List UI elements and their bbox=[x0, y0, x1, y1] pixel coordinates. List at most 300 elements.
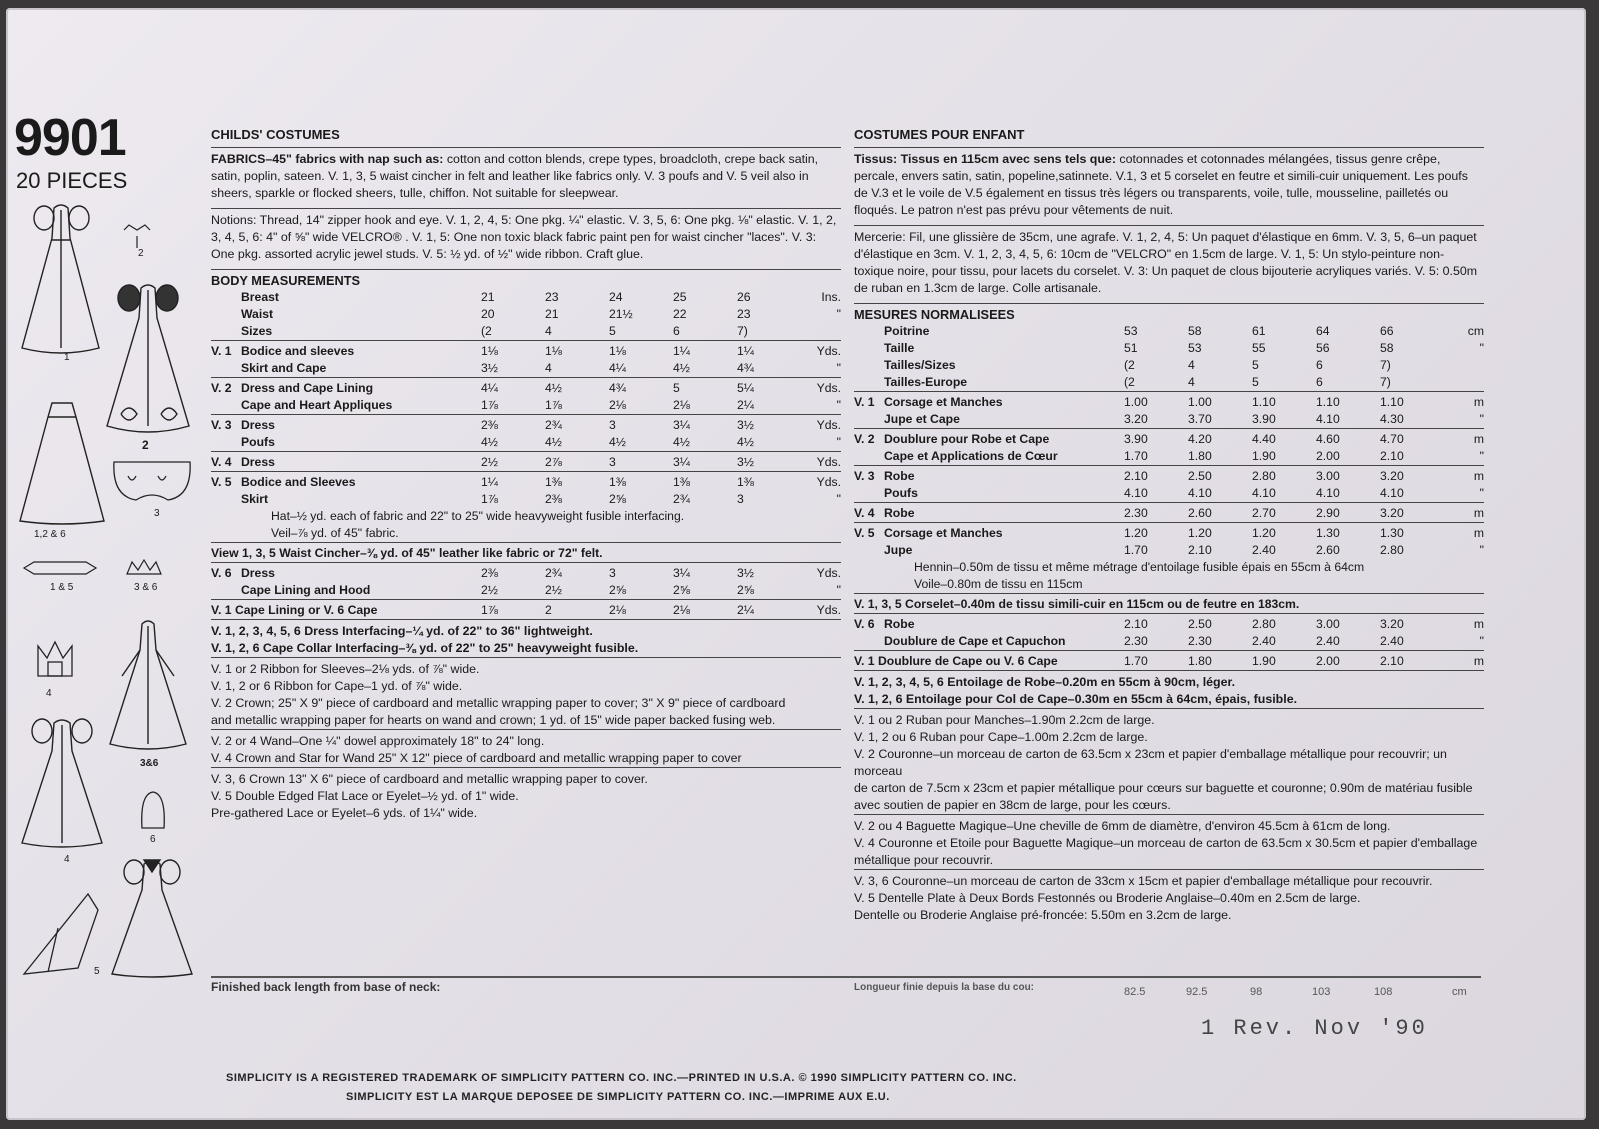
table-cell: 2⅜ bbox=[481, 415, 545, 435]
table-cell: 5 bbox=[609, 324, 616, 338]
table-cell: 4.30 bbox=[1380, 412, 1404, 426]
table-cell: 1¼ bbox=[737, 341, 801, 361]
table-cell: 1.80 bbox=[1188, 651, 1252, 671]
table-cell: (2 bbox=[481, 324, 492, 338]
table-cell: Jupe et Cape bbox=[884, 412, 960, 426]
table-cell: 3¼ bbox=[673, 452, 737, 472]
figure-label: 2 bbox=[138, 248, 144, 259]
table-cell: 53 bbox=[1124, 324, 1138, 338]
figure-label: 6 bbox=[150, 834, 156, 845]
table-cell bbox=[211, 306, 241, 323]
table-cell: 2.40 bbox=[1380, 634, 1404, 648]
table-cell: 1.10 bbox=[1316, 392, 1380, 412]
table-cell: V. 2 bbox=[211, 378, 241, 398]
figure-label: 3 bbox=[154, 508, 160, 519]
note-line: Dentelle ou Broderie Anglaise pré-froncée: 5.50m en 3.2cm de large. bbox=[854, 908, 1232, 922]
table-cell: 2⅝ bbox=[737, 583, 754, 597]
table-row bbox=[211, 360, 841, 378]
table-row bbox=[211, 378, 841, 398]
gown-view-3-illustration bbox=[102, 616, 194, 756]
table-cell: m bbox=[1444, 614, 1484, 634]
table-row bbox=[211, 563, 841, 583]
table-cell: 7) bbox=[1380, 375, 1391, 389]
table-cell: 4.10 bbox=[1252, 486, 1276, 500]
note-line: V. 1 or 2 Ribbon for Sleeves–2⅛ yds. of ⅞" wide. bbox=[211, 662, 480, 676]
table-cell: 2¾ bbox=[545, 563, 609, 583]
crown-illustration bbox=[34, 636, 76, 684]
table-cell: Robe bbox=[884, 614, 1124, 634]
table-cell: 4 bbox=[545, 324, 552, 338]
table-cell bbox=[211, 360, 241, 378]
table-cell: 58 bbox=[1380, 341, 1394, 355]
table-cell: 4 bbox=[545, 361, 552, 375]
table-cell: 53 bbox=[1188, 341, 1202, 355]
cincher-line: View 1, 3, 5 Waist Cincher–⅜ yd. of 45" leather like fabric or 72" felt. bbox=[211, 543, 841, 563]
table-cell: 3.20 bbox=[1380, 503, 1444, 523]
table-cell: " bbox=[836, 361, 841, 375]
couronne-dentelle-notes bbox=[854, 869, 1484, 924]
table-cell: 2.50 bbox=[1188, 614, 1252, 634]
mesures-normalisees: MESURES NORMALISEES Poitrine 53 58 61 64 66 cm Taille 51 53 55 56 58 " Tailles/Sizes (2 4 5 6 7) Tailles-Europe (2 4 5 6 7) V. 1 Corsage et Manches 1.00 1.00 1.10 1.10 1.10 m Jupe et Cape 3.20 3.70 3.90 4.10 4.30 " V. 2 Doublure pour Robe et Cape 3.90 4.20 4.40 4.60 4.70 m Cape et Applications de Cœur 1.70 1.80 1.90 2.00 2.10 " V. 3 Robe 2.10 2.50 2.80 3.00 3.20 m Poufs 4.10 4.10 4.10 4.10 4.10 " V. 4 Robe 2.30 2.60 2.70 2.90 3.20 m V. 5 Corsage et Manches 1.20 1.20 1.20 1.30 1.30 m Jupe 1.70 2.10 2.40 2.60 2.80 " Hennin–0.50m de tissu et même métrage d'entoilage fusible épais en 55cm à 64cm Voile–0.80m de tissu en 115cm V. 1, 3, 5 Corselet–0.40m de tissu simili-cuir en 115cm ou de feutre en 183cm. V. 6 Robe 2.10 2.50 2.80 3.00 3.20 m Doublure de Cape et Capuchon 2.30 2.30 2.40 2.40 2.40 " V. 1 Doublure de Cape ou V. 6 Cape 1.70 1.80 1.90 2.00 2.10 m bbox=[854, 303, 1484, 670]
table-cell: 21½ bbox=[609, 307, 633, 321]
ruban-couronne-notes bbox=[854, 708, 1484, 814]
table-cell: 1⅛ bbox=[609, 341, 673, 361]
table-cell: 2⅛ bbox=[609, 398, 626, 412]
table-cell: Cape et Applications de Cœur bbox=[884, 449, 1058, 463]
table-cell: 2.30 bbox=[1124, 503, 1188, 523]
table-cell: 6 bbox=[1316, 375, 1323, 389]
table-cell: Sizes bbox=[241, 324, 273, 338]
table-cell: Waist bbox=[241, 307, 274, 321]
table-cell: 2.70 bbox=[1252, 503, 1316, 523]
table-cell: 4.70 bbox=[1380, 429, 1444, 449]
note-line: V. 4 Couronne et Etoile pour Baguette Magique–un morceau de carton de 63.5cm x 30.5cm et papier d'emballage bbox=[854, 836, 1478, 850]
table-cell: 21 bbox=[481, 290, 495, 304]
interfacing-notes bbox=[211, 619, 841, 657]
table-cell bbox=[854, 374, 884, 392]
table-cell: 4.10 bbox=[1316, 486, 1340, 500]
table-cell: " bbox=[1479, 341, 1484, 355]
table-row bbox=[854, 448, 1484, 466]
table-row bbox=[854, 374, 1484, 392]
table-cell: Bodice and Sleeves bbox=[241, 472, 481, 492]
table-cell: (2 bbox=[1124, 358, 1135, 372]
table-cell: 1.00 bbox=[1124, 392, 1188, 412]
table-row bbox=[854, 559, 1484, 576]
cape-illustration bbox=[16, 393, 108, 528]
table-cell: Yds. bbox=[801, 341, 841, 361]
note-line: V. 4 Crown and Star for Wand 25" X 12" piece of cardboard and metallic wrapping paper to cover bbox=[211, 751, 742, 765]
table-cell: 61 bbox=[1252, 324, 1266, 338]
table-cell: 1⅛ bbox=[481, 341, 545, 361]
table-cell: " bbox=[836, 398, 841, 412]
table-cell: Yds. bbox=[801, 472, 841, 492]
table-cell: 4.10 bbox=[1380, 486, 1404, 500]
table-cell: 1⅞ bbox=[481, 398, 498, 412]
table-row bbox=[211, 508, 841, 525]
table-cell bbox=[801, 323, 841, 341]
table-row bbox=[211, 582, 841, 600]
table-cell bbox=[854, 576, 884, 594]
table-cell: 5¼ bbox=[737, 378, 801, 398]
table-cell: 1⅜ bbox=[609, 472, 673, 492]
mercerie-paragraph: Mercerie: Fil, une glissière de 35cm, une agrafe. V. 1, 2, 4, 5: Un paquet d'élastique en 6mm. V. 3, 5, 6–un paquet d'élastique en 3cm. V. 1, 2, 3, 4, 5, 6: 10cm de "VELCRO" en 1.5cm de large. V. 1, 5: Un stylo-peinture non-toxique noire, pour tissu, pour lacets du corselet. V. 3: Un paquet de clous bijouterie acryliques variés. V. 5: 0.50m de ruban en 1.3cm de large. Colle artisanale. bbox=[854, 225, 1484, 303]
table-cell: Doublure pour Robe et Cape bbox=[884, 429, 1124, 449]
table-cell: 3 bbox=[609, 563, 673, 583]
table-row bbox=[854, 633, 1484, 651]
table-cell: V. 6 bbox=[211, 563, 241, 583]
table-cell: 3½ bbox=[737, 452, 801, 472]
table-cell: 2.80 bbox=[1380, 543, 1404, 557]
table-cell: 20 bbox=[481, 307, 495, 321]
note-line: V. 3, 6 Couronne–un morceau de carton de 33cm x 15cm et papier d'emballage métallique pour recouvrir. bbox=[854, 874, 1433, 888]
table-cell: 4 bbox=[1188, 358, 1195, 372]
table-row bbox=[854, 466, 1484, 486]
table-row bbox=[211, 472, 841, 492]
table-cell: 2⅝ bbox=[609, 492, 626, 506]
entoilage-notes bbox=[854, 670, 1484, 708]
table-cell: 2.10 bbox=[1380, 651, 1444, 671]
table-row bbox=[854, 485, 1484, 503]
table-cell: Dress bbox=[241, 415, 481, 435]
table-row bbox=[854, 323, 1484, 340]
table-row bbox=[854, 542, 1484, 559]
hood-illustration bbox=[138, 788, 168, 832]
table-cell: 4¼ bbox=[609, 361, 626, 375]
table-cell: 5 bbox=[1252, 375, 1259, 389]
note-line: V. 1, 2, 6 Entoilage pour Col de Cape–0.30m en 55cm à 64cm, épais, fusible. bbox=[854, 692, 1298, 706]
table-cell bbox=[854, 323, 884, 340]
table-row bbox=[211, 525, 841, 543]
table-cell: 2.10 bbox=[1188, 543, 1212, 557]
table-cell: 3½ bbox=[737, 563, 801, 583]
table-cell: 1.70 bbox=[1124, 543, 1148, 557]
table-cell: 64 bbox=[1316, 324, 1330, 338]
note-line: V. 5 Double Edged Flat Lace or Eyelet–½ yd. of 1" wide. bbox=[211, 789, 519, 803]
piece-count: 20 PIECES bbox=[16, 168, 128, 193]
french-instructions bbox=[854, 126, 1484, 924]
ribbon-crown-notes bbox=[211, 657, 841, 729]
table-row bbox=[211, 415, 841, 435]
table-cell bbox=[854, 559, 884, 576]
table-cell: " bbox=[1479, 543, 1484, 557]
table-cell: 3.90 bbox=[1124, 429, 1188, 449]
table-cell: V. 1 bbox=[854, 392, 884, 412]
table-cell: 3½ bbox=[481, 361, 498, 375]
table-cell: 56 bbox=[1316, 341, 1330, 355]
table-cell bbox=[854, 633, 884, 651]
pattern-number: 9901 bbox=[14, 109, 126, 167]
metrage-table bbox=[854, 323, 1484, 670]
table-cell: m bbox=[1444, 651, 1484, 671]
table-cell: Robe bbox=[884, 466, 1124, 486]
table-cell: 1.30 bbox=[1380, 523, 1444, 543]
table-cell: 1⅜ bbox=[673, 472, 737, 492]
table-cell: Bodice and sleeves bbox=[241, 341, 481, 361]
table-cell: 3¼ bbox=[673, 415, 737, 435]
table-cell: 2½ bbox=[545, 583, 562, 597]
table-cell: 2 bbox=[545, 600, 609, 620]
notions-paragraph: Notions: Thread, 14" zipper hook and eye. V. 1, 2, 4, 5: One pkg. ¼" elastic. V. 3, 5, 6: One pkg. ⅛" elastic. V. 1, 2, 3, 4, 5, 6: 4" of ⅝" wide VELCRO® . V. 1, 5: One non toxic black fabric paint pen for waist cincher "laces". V. 3: One pkg. assorted acrylic jewel studs. V. 5: ½ yd. of ½" wide ribbon. Craft glue. bbox=[211, 208, 841, 269]
table-cell: " bbox=[1479, 449, 1484, 463]
table-cell: V. 5 bbox=[854, 523, 884, 543]
note-line: V. 2 Crown; 25" X 9" piece of cardboard and metallic wrapping paper to cover; 3" X 9" piece of cardboard bbox=[211, 696, 786, 710]
table-cell: 2.00 bbox=[1316, 449, 1340, 463]
cincher-line: V. 1, 3, 5 Corselet–0.40m de tissu simili-cuir en 115cm ou de feutre en 183cm. bbox=[854, 594, 1484, 614]
table-cell bbox=[854, 411, 884, 429]
table-cell: m bbox=[1444, 523, 1484, 543]
cape-row-label: V. 1 Cape Lining or V. 6 Cape bbox=[211, 600, 481, 620]
table-cell: V. 4 bbox=[211, 452, 241, 472]
gown-view-4-illustration bbox=[16, 713, 108, 853]
table-cell: 4¾ bbox=[737, 361, 754, 375]
revision-stamp: 1 Rev. Nov '90 bbox=[1201, 1016, 1428, 1041]
table-row bbox=[854, 576, 1484, 594]
table-cell: Tailles-Europe bbox=[884, 375, 968, 389]
table-cell: 4½ bbox=[737, 435, 754, 449]
poufs-illustration bbox=[108, 456, 196, 506]
table-row bbox=[854, 429, 1484, 449]
table-cell: 4¾ bbox=[609, 378, 673, 398]
table-row bbox=[854, 614, 1484, 634]
table-row bbox=[211, 289, 841, 306]
extra-yardage-line: Veil–⅞ yd. of 45" fabric. bbox=[271, 526, 399, 540]
note-line: V. 2 or 4 Wand–One ¼" dowel approximately 18" to 24" long. bbox=[211, 734, 545, 748]
table-row bbox=[854, 503, 1484, 523]
table-cell bbox=[1444, 357, 1484, 374]
table-cell: 1.70 bbox=[1124, 449, 1148, 463]
table-row bbox=[211, 491, 841, 508]
table-cell bbox=[211, 582, 241, 600]
table-cell: 3.20 bbox=[1380, 614, 1444, 634]
section-title: CHILDS' COSTUMES bbox=[211, 127, 340, 142]
table-cell: 4.20 bbox=[1188, 429, 1252, 449]
table-cell: 1⅞ bbox=[545, 398, 562, 412]
figure-label: 1 bbox=[64, 352, 70, 363]
longueur-value: 108 bbox=[1374, 986, 1393, 998]
table-cell: 2.40 bbox=[1252, 634, 1276, 648]
collar-piece-illustration bbox=[121, 222, 153, 256]
table-cell: Yds. bbox=[801, 563, 841, 583]
table-cell bbox=[854, 340, 884, 357]
table-cell: 4½ bbox=[609, 435, 626, 449]
figure-label: 1 & 5 bbox=[50, 582, 74, 593]
table-cell: Dress and Cape Lining bbox=[241, 378, 481, 398]
table-cell: Skirt bbox=[241, 492, 269, 506]
table-cell: Yds. bbox=[801, 378, 841, 398]
table-cell: 1.10 bbox=[1252, 392, 1316, 412]
table-cell: V. 1 bbox=[211, 341, 241, 361]
note-line: V. 2 ou 4 Baguette Magique–Une cheville de 6mm de diamètre, d'environ 45.5cm à 61cm de long. bbox=[854, 819, 1391, 833]
table-row bbox=[854, 340, 1484, 357]
table-cell: Cape and Heart Appliques bbox=[241, 398, 393, 412]
table-row bbox=[854, 357, 1484, 374]
table-cell: " bbox=[836, 307, 841, 321]
table-cell: cm bbox=[1467, 324, 1484, 338]
table-cell: 21 bbox=[545, 307, 559, 321]
table-cell: 5 bbox=[673, 378, 737, 398]
pattern-envelope bbox=[6, 8, 1586, 1120]
table-cell bbox=[854, 448, 884, 466]
table-cell bbox=[854, 357, 884, 374]
longueur-value: 98 bbox=[1250, 986, 1263, 998]
figure-label: 2 bbox=[142, 438, 149, 452]
table-row bbox=[211, 434, 841, 452]
table-cell: 2¼ bbox=[737, 398, 754, 412]
table-cell: 3¼ bbox=[673, 563, 737, 583]
table-cell: 1.20 bbox=[1252, 523, 1316, 543]
table-cell: 2.50 bbox=[1188, 466, 1252, 486]
table-cell: m bbox=[1444, 392, 1484, 412]
table-cell: V. 3 bbox=[211, 415, 241, 435]
table-cell: 1.10 bbox=[1380, 392, 1444, 412]
table-cell: 2.10 bbox=[1124, 466, 1188, 486]
table-cell: V. 5 bbox=[211, 472, 241, 492]
table-cell: 2.90 bbox=[1316, 503, 1380, 523]
copyright-english: SIMPLICITY IS A REGISTERED TRADEMARK OF SIMPLICITY PATTERN CO. INC.—PRINTED IN U.S.A. © 1990 SIMPLICITY PATTERN CO. INC. bbox=[226, 1072, 1017, 1084]
table-cell: " bbox=[1479, 634, 1484, 648]
table-row bbox=[211, 543, 841, 563]
table-row bbox=[854, 392, 1484, 412]
table-cell: Cape Lining and Hood bbox=[241, 583, 371, 597]
table-cell: 2.60 bbox=[1188, 503, 1252, 523]
table-cell bbox=[211, 289, 241, 306]
table-cell: 2⅝ bbox=[673, 583, 690, 597]
table-row bbox=[854, 523, 1484, 543]
table-cell: m bbox=[1444, 466, 1484, 486]
table-cell: Poufs bbox=[241, 435, 275, 449]
note-line: Pre-gathered Lace or Eyelet–6 yds. of 1¼" wide. bbox=[211, 806, 478, 820]
table-cell bbox=[854, 542, 884, 559]
table-row bbox=[211, 323, 841, 341]
table-cell: 1¼ bbox=[673, 341, 737, 361]
table-cell: 4½ bbox=[545, 378, 609, 398]
illustration-strip bbox=[6, 8, 201, 988]
waist-cincher-piece-illustration bbox=[20, 556, 100, 580]
table-cell: 1.90 bbox=[1252, 651, 1316, 671]
table-cell: " bbox=[1479, 412, 1484, 426]
table-cell: 2.40 bbox=[1252, 543, 1276, 557]
table-cell: 4.10 bbox=[1124, 486, 1148, 500]
gown-view-5-illustration bbox=[106, 856, 198, 980]
gown-view-1-illustration bbox=[14, 198, 109, 358]
extra-yardage-line: Voile–0.80m de tissu en 115cm bbox=[914, 577, 1083, 591]
section-title-fr: COSTUMES POUR ENFANT bbox=[854, 127, 1025, 142]
extra-yardage-line: Hennin–0.50m de tissu et même métrage d'entoilage fusible épais en 55cm à 64cm bbox=[914, 560, 1365, 574]
table-cell: 25 bbox=[673, 290, 687, 304]
table-cell: 1.80 bbox=[1188, 449, 1212, 463]
longueur-value: 82.5 bbox=[1124, 986, 1146, 998]
note-line: V. 2 Couronne–un morceau de carton de 63.5cm x 23cm et papier d'emballage métallique pour recouvrir; un morceau bbox=[854, 747, 1447, 778]
figure-label: 4 bbox=[64, 854, 70, 865]
cape-row-label: V. 1 Doublure de Cape ou V. 6 Cape bbox=[854, 651, 1124, 671]
table-cell: 2¾ bbox=[673, 492, 690, 506]
figure-label: 4 bbox=[46, 688, 52, 699]
table-cell: 6 bbox=[1316, 358, 1323, 372]
table-cell: Breast bbox=[241, 290, 279, 304]
table-cell: 3.20 bbox=[1380, 466, 1444, 486]
table-cell: 1⅜ bbox=[545, 472, 609, 492]
english-instructions bbox=[211, 126, 841, 822]
table-cell: 1.20 bbox=[1124, 523, 1188, 543]
table-cell: 2.10 bbox=[1124, 614, 1188, 634]
table-cell: Poufs bbox=[884, 486, 918, 500]
finished-length-row bbox=[211, 976, 1481, 994]
table-cell: 55 bbox=[1252, 341, 1266, 355]
table-cell: 2⅛ bbox=[609, 600, 673, 620]
note-line: V. 5 Dentelle Plate à Deux Bords Festonnés ou Broderie Anglaise–0.40m en 2.5cm de large. bbox=[854, 891, 1361, 905]
finished-length-label: Finished back length from base of neck: bbox=[211, 980, 441, 994]
note-line: V. 3, 6 Crown 13" X 6" piece of cardboard and metallic wrapping paper to cover. bbox=[211, 772, 648, 786]
table-cell: 3.20 bbox=[1124, 412, 1148, 426]
table-cell: 4.10 bbox=[1316, 412, 1340, 426]
fabrics-paragraph: FABRICS–45" fabrics with nap such as: cotton and cotton blends, crepe types, broadcloth, crepe back satin, satin, poplin, sateen. V. 1, 3, 5 waist cincher in felt and leather like fabrics only. V. 3 poufs and V. 5 veil also in sheers, sparkle or flocked sheers, tulle, chiffon. Not suitable for sleepwear. bbox=[211, 147, 841, 208]
table-cell: 1.30 bbox=[1316, 523, 1380, 543]
note-line: V. 1, 2, 6 Cape Collar Interfacing–⅜ yd. of 22" to 25" heavyweight fusible. bbox=[211, 641, 639, 655]
table-cell: 3 bbox=[609, 452, 673, 472]
table-cell: Yds. bbox=[801, 600, 841, 620]
table-cell: " bbox=[836, 492, 841, 506]
table-cell: " bbox=[836, 435, 841, 449]
table-cell: 23 bbox=[737, 307, 751, 321]
table-cell: 3 bbox=[737, 492, 744, 506]
copyright-french: SIMPLICITY EST LA MARQUE DEPOSEE DE SIMPLICITY PATTERN CO. INC.—IMPRIME AUX E.U. bbox=[346, 1091, 890, 1103]
table-cell: m bbox=[1444, 429, 1484, 449]
table-cell: 3½ bbox=[737, 415, 801, 435]
table-cell: 2½ bbox=[481, 583, 498, 597]
table-cell: Yds. bbox=[801, 415, 841, 435]
table-cell: Poitrine bbox=[884, 324, 930, 338]
table-cell: 2.00 bbox=[1316, 651, 1380, 671]
table-cell bbox=[211, 508, 241, 525]
table-cell: 24 bbox=[609, 290, 623, 304]
table-cell: " bbox=[836, 583, 841, 597]
table-cell: 2.80 bbox=[1252, 614, 1316, 634]
table-cell bbox=[854, 485, 884, 503]
note-line: V. 1, 2, 3, 4, 5, 6 Dress Interfacing–¼ yd. of 22" to 36" lightweight. bbox=[211, 624, 593, 638]
table-cell: 1.20 bbox=[1188, 523, 1252, 543]
table-cell: V. 4 bbox=[854, 503, 884, 523]
table-cell: Dress bbox=[241, 563, 481, 583]
longueur-value: 103 bbox=[1312, 986, 1331, 998]
longueur-label: Longueur finie depuis la base du cou: bbox=[854, 982, 1035, 993]
table-cell: Jupe bbox=[884, 543, 913, 557]
table-cell: 4 bbox=[1188, 375, 1195, 389]
table-cell: 3.70 bbox=[1188, 412, 1212, 426]
table-cell: Doublure de Cape et Capuchon bbox=[884, 634, 1066, 648]
table-cell: 2⅛ bbox=[673, 398, 690, 412]
table-cell: 2.10 bbox=[1380, 449, 1404, 463]
table-cell bbox=[211, 434, 241, 452]
table-cell: 26 bbox=[737, 290, 751, 304]
table-cell: V. 3 bbox=[854, 466, 884, 486]
extra-yardage-line: Hat–½ yd. each of fabric and 22" to 25" wide heavyweight fusible interfacing. bbox=[271, 509, 685, 523]
note-line: V. 1, 2, 3, 4, 5, 6 Entoilage de Robe–0.20m en 55cm à 90cm, léger. bbox=[854, 675, 1236, 689]
table-cell: 7) bbox=[1380, 358, 1391, 372]
table-cell: 1.00 bbox=[1188, 392, 1252, 412]
table-cell: m bbox=[1444, 503, 1484, 523]
table-cell: V. 6 bbox=[854, 614, 884, 634]
table-cell: Taille bbox=[884, 341, 915, 355]
table-cell: 4½ bbox=[481, 435, 498, 449]
table-row bbox=[211, 600, 841, 620]
table-cell: 2¾ bbox=[545, 415, 609, 435]
table-cell: 2¼ bbox=[737, 600, 801, 620]
table-cell: 2.80 bbox=[1252, 466, 1316, 486]
figure-label: 3&6 bbox=[140, 758, 159, 769]
table-cell: 7) bbox=[737, 324, 748, 338]
figure-label: 5 bbox=[94, 966, 100, 977]
